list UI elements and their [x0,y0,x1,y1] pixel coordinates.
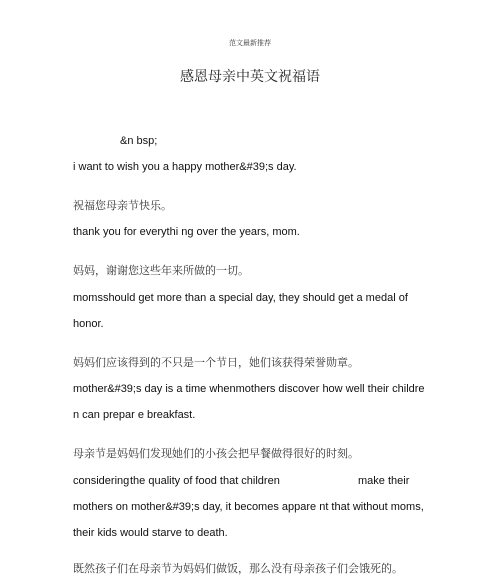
text-line-cn: 祝福您母亲节快乐。 [73,199,172,212]
text-line-cn: 妈妈们应该得到的不只是一个节日，她们该获得荣誉勋章。 [73,356,359,369]
text-segment: the quality of food that children [130,475,280,487]
text-line: their kids would starve to death. [73,527,228,539]
document-title: 感恩母亲中英文祝福语 [180,69,320,85]
text-line: thank you for everythi ng over the years, mom. [73,226,300,238]
text-line: i want to wish you a happy mother&#39;s day. [73,161,297,173]
text-line: momsshould get more than a special day, they should get a medal of [73,292,408,304]
partial-text-line [73,560,433,575]
text-line: honor. [73,318,104,330]
text-line-cn: 妈妈，谢谢您这些年来所做的一切。 [73,264,249,277]
text-line: &n bsp; [120,135,158,147]
text-line-cn: 既然孩子们在母亲节为妈妈们做饭，那么没有母亲孩子们会饿死的。 [73,562,403,575]
text-line: n can prepar e breakfast. [73,409,196,421]
text-segment: make their [358,475,410,487]
text-segment: considering [73,475,130,487]
text-line: mother&#39;s day is a time whenmothers discover how well their childre [73,383,425,395]
page-header: 范文最新推荐 [229,39,271,47]
text-line: mothers on mother&#39;s day, it becomes appare nt that without moms, [73,501,424,513]
text-line-cn: 母亲节是妈妈们发现她们的小孩会把早餐做得很好的时刻。 [73,447,359,460]
